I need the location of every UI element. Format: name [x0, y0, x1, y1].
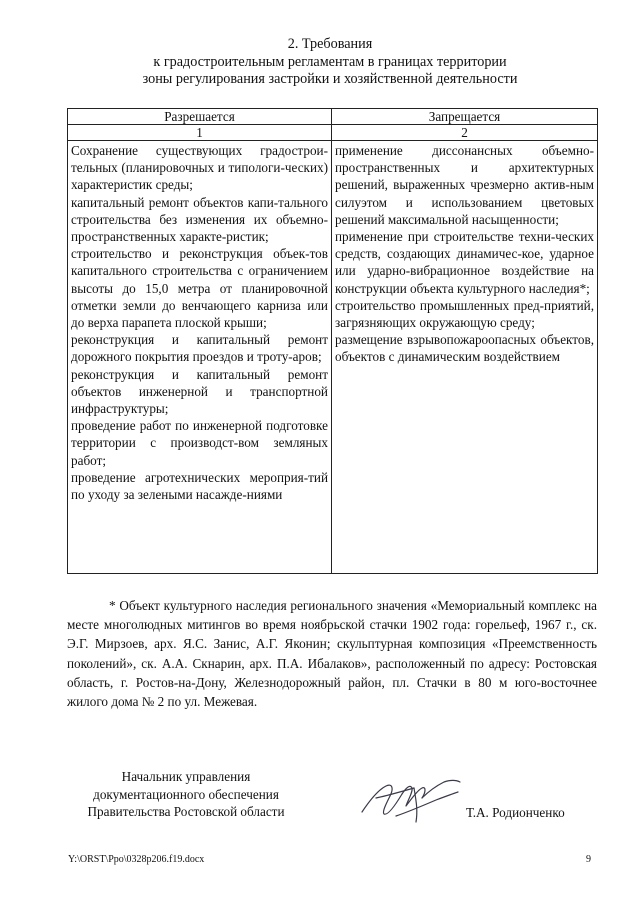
- signatory-name: Т.А. Родионченко: [466, 805, 565, 820]
- allowed-item: проведение работ по инженерной подготовке территории с производст-вом земляных работ;: [71, 418, 328, 468]
- requirements-table: [67, 108, 598, 574]
- position-line-3: Правительства Ростовской области: [87, 804, 285, 820]
- footnote: * Объект культурного наследия регионального значения «Мемориальный комплекс на месте многолюдных митингов во время ноябрьской стачки 1902 года: горельеф, 1967 г., ск. Э.Г. Мирзоев, арх. Я.С. Занис, А.Г. Яконин; скульптурная композиция «Преемственность поколений», ск. А.А. Скнарин, арх. П.А. Ибалаков», расположенный по адресу: Ростовская область, г. Ростов-на-Дону, Железнодорожный район, пл. Стачки в 80 м юго-восточнее жилого дома № 2 по ул. Межевая.: [67, 598, 597, 710]
- prohibited-item: применение при строительстве техни-ческих средств, создающих динамичес-кое, ударное или ударно-вибрационное воздействие на конструкции объекта культурного наследия*;: [335, 229, 594, 296]
- allowed-item: Сохранение существующих градострои-тельных (планировочных и типологи-ческих) характеристик среды;: [71, 143, 328, 193]
- heading-line-2: к градостроительным регламентам в границах территории: [153, 53, 507, 70]
- allowed-item: реконструкция и капитальный ремонт дорожного покрытия проездов и троту-аров;: [71, 332, 328, 365]
- signatory-position: [66, 768, 306, 821]
- prohibited-item: применение диссонансных объемно-пространственных и архитектурных решений, выраженных чрезмерно актив-ным силуэтом и использованием цветовых решений максимальной насыщенности;: [335, 143, 594, 227]
- page-number: 9: [586, 854, 591, 865]
- position-line-2: документационного обеспечения: [93, 786, 279, 802]
- file-path: Y:\ORST\Ppo\0328p206.f19.docx: [68, 854, 205, 865]
- allowed-item: капитальный ремонт объектов капи-тального строительства без изменения их объемно-пространственных характе-ристик;: [71, 194, 328, 245]
- allowed-item: реконструкция и капитальный ремонт объектов инженерной и транспортной инфраструктуры;: [71, 366, 328, 417]
- table-number-row: [68, 125, 598, 141]
- header-allowed: Разрешается: [68, 109, 332, 125]
- prohibited-cell: [332, 141, 598, 574]
- allowed-item: проведение агротехнических мероприя-тий по уходу за зелеными насажде-ниями: [71, 469, 328, 503]
- allowed-item: строительство и реконструкция объек-тов капитального строительства с ограничением высоты до 15,0 метра от планировочной отметки земли до венчающего карниза или до верха парапета плоской крыши;: [71, 246, 328, 331]
- heading-line-1: 2. Требования: [287, 36, 373, 52]
- section-heading: [110, 36, 550, 89]
- prohibited-item: размещение взрывопожароопасных объектов, объектов с динамическим воздействием: [335, 332, 594, 365]
- prohibited-item: строительство промышленных пред-приятий, загрязняющих окружающую среду;: [335, 297, 594, 331]
- table-row: [68, 141, 598, 574]
- position-line-1: Начальник управления: [121, 769, 251, 784]
- column-number-2: 2: [332, 125, 598, 141]
- handwritten-signature-icon: [356, 770, 466, 830]
- column-number-1: 1: [68, 125, 332, 141]
- heading-line-3: зоны регулирования застройки и хозяйственной деятельности: [142, 71, 518, 88]
- allowed-cell: [68, 141, 332, 574]
- header-prohibited: Запрещается: [332, 109, 598, 125]
- table-header-row: [68, 109, 598, 125]
